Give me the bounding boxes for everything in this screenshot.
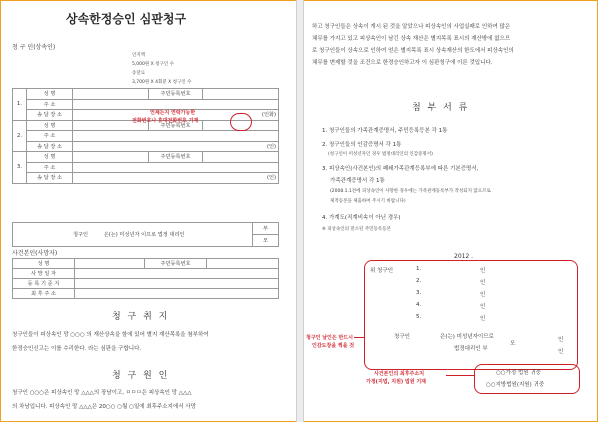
registration-base-field[interactable] [75,279,279,289]
cause-title: 청 구 원 인 [112,371,170,381]
right-page [304,4,596,418]
name-field[interactable] [73,89,149,100]
document-title: 상속한정승인 심판청구 [66,12,187,26]
cause-line-2: 의 차남입니다. 피상속인 망 △△△은 20○○ ○월 ○일에 최후주소지에서 사망 [12,404,196,410]
registration-base-label: 등 록 기 준 지 [13,279,75,289]
purpose-line-1: 청구인들이 피상속인 망 ○○○ 의 재산상속을 함에 있어 별지 재산목록을 첨부하여 [12,332,209,338]
attachment-3-cont: 가족관계증명서 각 1통 [330,178,385,184]
minor-rep-label: 청구인 [73,232,89,238]
seal-annotation-line [354,337,364,338]
signer-minor-text: 은(는) 미성년자이므로 [440,334,494,340]
name-label: 성 명 [27,152,73,163]
decedent-rrn-field[interactable] [207,259,279,269]
date-line: 2012 . [454,253,474,260]
phone-annotation-1: 언제든지 연락가능한 [150,110,196,116]
signer-seal-3[interactable]: 인 [480,292,486,298]
court-line-1: ○○가정 법원 귀중 [496,370,541,376]
fee-note-4: 3,700원 X 4회분 X 청구인 수 [132,80,192,85]
purpose-line-2: 한정승인신고는 이를 수리한다. 라는 심판을 구합니다. [12,346,142,352]
court-annotation-line [446,375,474,376]
cause-line-1: 청구인 ○○○은 피상속인 망 △△△의 장남이고, ㅁㅁㅁ은 피상속인 망 △△△ [12,390,192,396]
signer-seal-5[interactable]: 인 [480,316,486,322]
row-number-2: 2. [13,120,27,152]
fee-note-1: 인지액 [132,53,146,58]
court-line-2: ○○지방법원(지원) 귀중 [486,382,545,388]
fee-note-3: 송달료 [132,71,146,76]
row-number-3: 3. [13,152,27,184]
attachment-3-note-1: (2008.1.1전에 피상속인이 사망한 경우에는 가족관계등록부가 작성되지 않으므로 [330,189,491,194]
decedent-name-field[interactable] [75,259,145,269]
delivery-label: 송 달 장 소 [27,173,73,184]
left-page [4,4,294,418]
signer-mother: 모 [510,341,516,347]
name-field[interactable] [73,152,149,163]
death-date-field[interactable] [75,269,279,279]
seal-annotation-2: 인감도장을 찍을 것 [312,343,355,349]
signers-prefix: 위 청구인 [370,268,394,274]
signer-number-1: 1. [416,266,422,272]
mother-label: 모 [253,235,279,247]
minor-rep-table [12,222,279,247]
signer-number-2: 2. [416,278,422,284]
attachment-3-note-2: 제적등본을 제출하여 주시기 바랍니다) [330,199,406,204]
signer-number-5: 5. [416,314,422,320]
claimant-heading: 청 구 인(상속인) [12,44,56,51]
court-annotation-1: 사건본인의 최후주소지 [374,371,425,377]
signers-highlight [364,260,578,370]
delivery-field[interactable] [73,173,279,184]
attachment-note: ※ 피상속인의 말소된 주민등록등본 [322,227,391,232]
intro-line-3: 로 청구인들이 상속으로 인하여 얻은 별지목록 표시 상속재산의 한도에서 피상속인의 [312,48,514,54]
decedent-rrn-label: 주민등록번호 [145,259,207,269]
father-label: 부 [253,223,279,235]
address-label: 주 소 [27,162,73,173]
rrn-label: 주민등록번호 [149,120,203,131]
rrn-label: 주민등록번호 [149,152,203,163]
address-label: 주 소 [27,99,73,110]
signer-seal-father[interactable]: 인 [558,337,564,343]
phone-annotation-2: 전화번호나 휴대전화번호 기재 [132,118,199,124]
minor-rep-text: 은(는) 미성년자 이므로 법정 대리인 [103,232,185,238]
delivery-label: 송 달 장 소 [27,141,73,152]
signer-number-4: 4. [416,302,422,308]
death-date-label: 사 망 일 자 [13,269,75,279]
rrn-field[interactable] [203,152,279,163]
row-number-1: 1. [13,89,27,121]
name-label: 성 명 [27,89,73,100]
address-field[interactable] [73,162,279,173]
court-annotation-2: 가정(지법, 지원) 법원 기재 [366,379,426,385]
last-address-label: 최 후 주 소 [13,289,75,299]
attachment-2-note: (청구인이 미성년자인 경우 법정대리인의 인감증명서) [328,152,433,157]
signer-seal-2[interactable]: 인 [480,280,486,286]
attachment-4: 4. 가계도(직계비속이 아닌 경우) [322,215,401,221]
attachment-1: 1. 청구인들의 가족관계증명서, 주민등록등본 각 1통 [322,128,448,134]
intro-line-4: 채무를 변제할 것을 조건으로 한정승인하고자 이 심판청구에 이른 것입니다. [312,60,493,66]
decedent-name-label: 성 명 [13,259,75,269]
address-field[interactable] [73,99,279,110]
decedent-heading: 사건본인(사망자) [12,250,58,257]
decedent-table [12,258,279,299]
claimant-table [12,88,279,184]
seal-highlight [230,113,252,131]
seal-mark: (인) [266,175,276,182]
signer-seal-mother[interactable]: 인 [558,349,564,355]
intro-line-1: 하고 청구인들은 상속이 개시 된 것을 알았으나 피상속인의 사업실패로 인하여 많은 [312,24,511,30]
rrn-label: 주민등록번호 [149,89,203,100]
fee-note-2: 5,000원 X 청구인 수 [132,62,174,67]
purpose-title: 청 구 취 지 [112,312,170,322]
delivery-field[interactable] [73,141,279,152]
signer-number-3: 3. [416,290,422,296]
address-field[interactable] [73,131,279,142]
attachment-2: 2. 청구인들의 인감증명서 각 1통 [322,142,402,148]
name-label: 성 명 [27,120,73,131]
rrn-field[interactable] [203,89,279,100]
signer-minor-label: 청구인 [394,334,410,340]
seal-mark: (인) [266,143,276,150]
signer-seal-4[interactable]: 인 [480,304,486,310]
seal-mark: (인화) [261,112,276,119]
seal-annotation-1: 청구인 날인은 반드시 [306,335,353,341]
delivery-label: 송 달 장 소 [27,110,73,121]
signer-legal-rep: 법정대리인 부 [454,346,488,352]
last-address-field[interactable] [75,289,279,299]
address-label: 주 소 [27,131,73,142]
signer-seal-1[interactable]: 인 [480,268,486,274]
attachment-3: 3. 피상속인(사건본인)의 폐쇄가족관계등록부에 따른 기본증명서, [322,166,479,172]
attachments-title: 첨 부 서 류 [412,103,470,113]
minor-rep-cell[interactable] [13,223,253,247]
page-gutter [296,0,304,422]
intro-line-2: 채무를 가지고 있고 피상속인이 남긴 상속 재산은 별지목록 표시의 재산밖에 없으므 [312,36,511,42]
